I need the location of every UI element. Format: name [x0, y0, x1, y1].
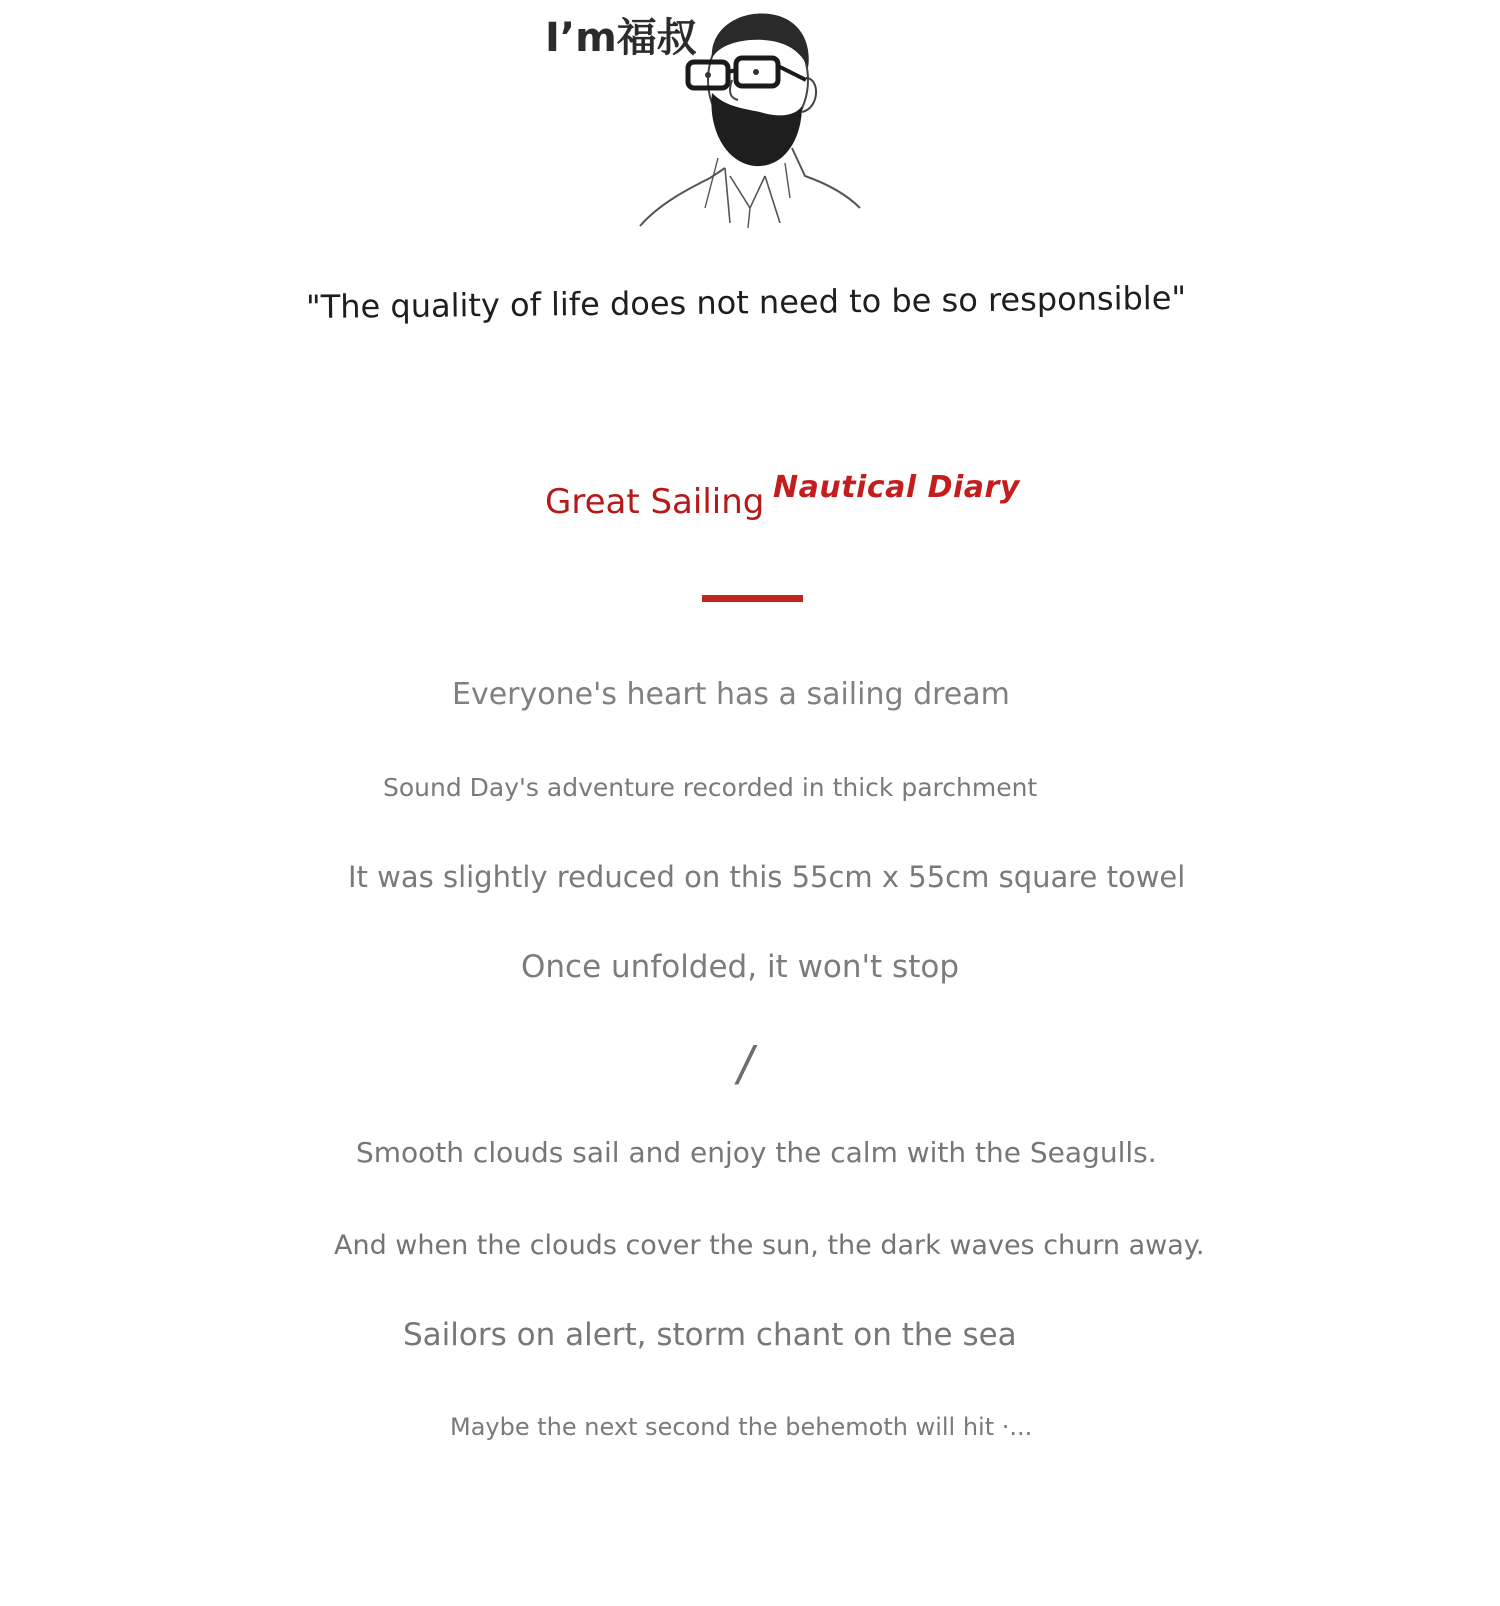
poem-line: Everyone's heart has a sailing dream [452, 677, 1010, 712]
poem-line: Once unfolded, it won't stop [521, 949, 960, 985]
poem-line: It was slightly reduced on this 55cm x 55cm square towel [348, 860, 1186, 894]
slash-divider: / [733, 1036, 760, 1092]
poem-line: Smooth clouds sail and enjoy the calm with the Seagulls. [356, 1136, 1157, 1169]
im-label: I’m福叔 [545, 15, 697, 61]
title-divider [702, 595, 803, 602]
section-title: Great Sailing [545, 482, 765, 522]
poem-line: Sailors on alert, storm chant on the sea [403, 1317, 1017, 1353]
poem-line: Maybe the next second the behemoth will hit ·... [450, 1413, 1033, 1441]
poem-line: Sound Day's adventure recorded in thick parchment [383, 773, 1038, 802]
poem-line: And when the clouds cover the sun, the dark waves churn away. [334, 1230, 1205, 1261]
quote-text: "The quality of life does not need to be so responsible" [305, 278, 1187, 326]
bearded-man-portrait [630, 8, 870, 230]
section-title-italic: Nautical Diary [773, 470, 1020, 505]
